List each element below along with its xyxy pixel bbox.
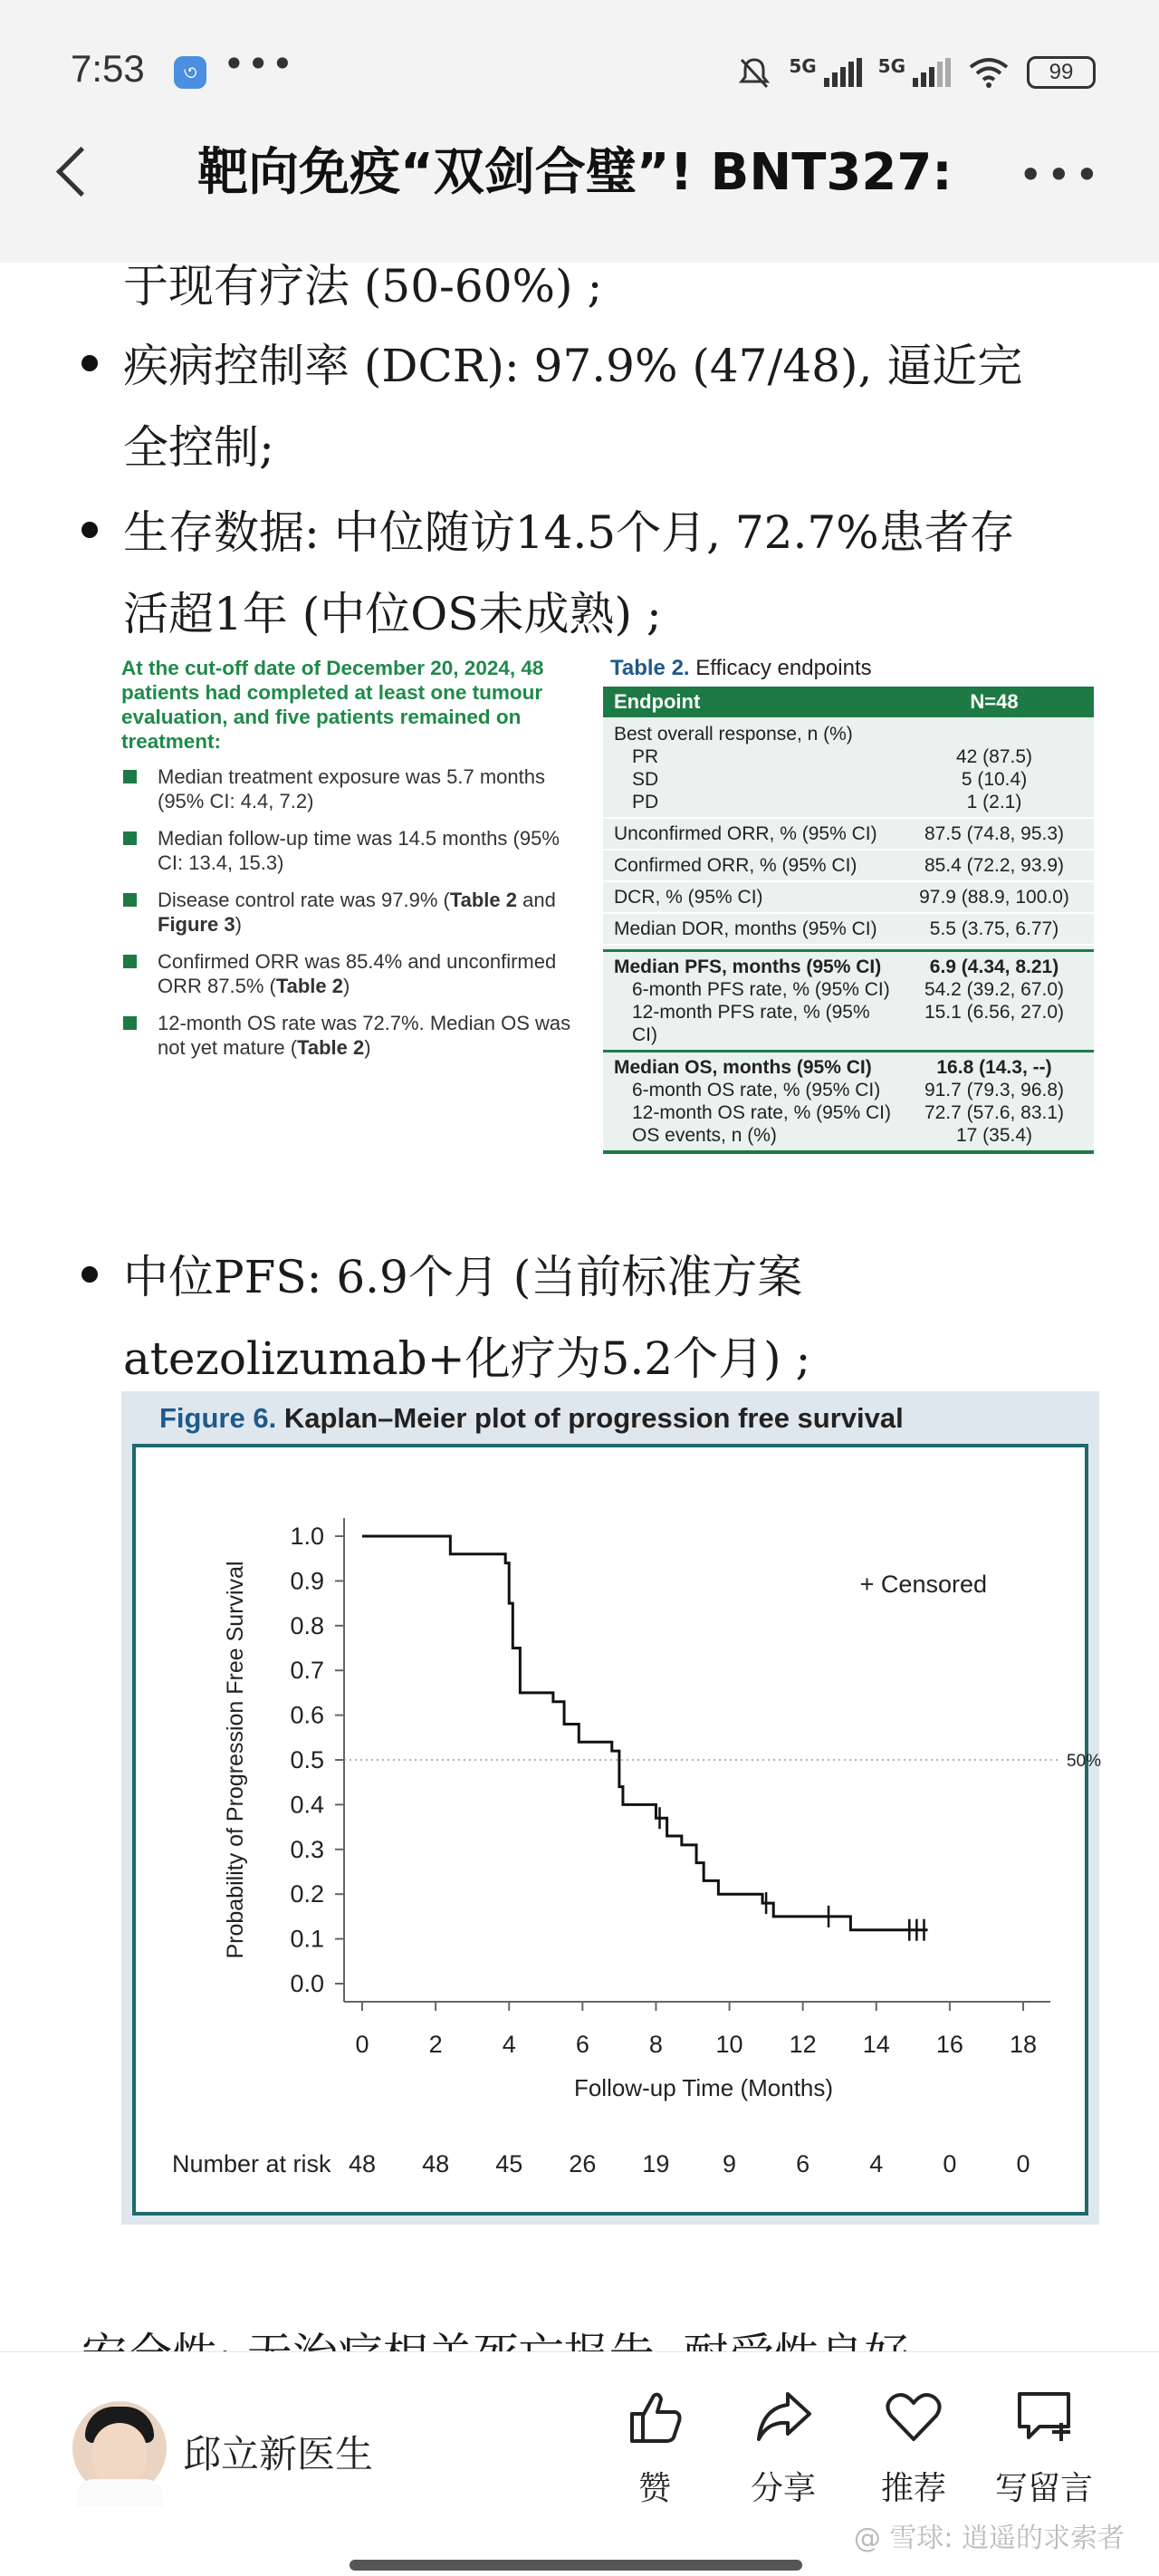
efficacy-image[interactable] — [116, 650, 1094, 1146]
share-button[interactable]: 分享 — [715, 2385, 851, 2509]
network-5g-label: 5G — [789, 55, 817, 77]
x-tick-label: 18 — [1009, 2031, 1038, 2058]
table-row — [603, 791, 1094, 813]
network-5g-label-2: 5G — [877, 55, 905, 77]
risk-label: Number at risk — [172, 2150, 331, 2177]
table-cell-label: 6-month PFS rate, % (95% CI) — [632, 979, 890, 1000]
risk-count: 48 — [348, 2150, 377, 2177]
home-indicator[interactable] — [350, 2560, 802, 2571]
table-row — [603, 723, 1094, 745]
risk-count: 26 — [569, 2150, 597, 2177]
author-name[interactable]: 邱立新医生 — [183, 2432, 374, 2476]
x-tick-label: 16 — [935, 2031, 963, 2058]
article-line: 于现有疗法 (50-60%) ; — [123, 260, 603, 312]
y-tick-label: 0.0 — [290, 1970, 324, 1997]
share-icon — [752, 2385, 815, 2448]
y-tick-label: 0.3 — [290, 1835, 324, 1863]
km-chart — [136, 1447, 1102, 2212]
table-row — [603, 1079, 1094, 1101]
table-divider — [603, 849, 1094, 851]
bullet-dot — [81, 355, 98, 371]
y-tick-label: 0.6 — [290, 1701, 324, 1729]
table-bottom-rule — [603, 1150, 1094, 1154]
risk-count: 4 — [869, 2150, 884, 2177]
watermark: @ 雪球: 逍遥的求索者 — [853, 2523, 1125, 2554]
x-tick-label: 12 — [789, 2031, 817, 2058]
table-row — [603, 1056, 1094, 1079]
signal-icon-2 — [913, 58, 951, 87]
table-cell-label: Median PFS, months (95% CI) — [614, 956, 882, 977]
table-cell-label: 6-month OS rate, % (95% CI) — [632, 1080, 881, 1101]
table-cell-value: 5 (10.4) — [961, 769, 1028, 790]
cutoff-item: Median treatment exposure was 5.7 months (95% CI: 4.4, 7.2) — [121, 764, 574, 813]
table-cell-label: Confirmed ORR, % (95% CI) — [614, 855, 857, 876]
bullet-dot — [81, 1266, 98, 1283]
table-row — [603, 1124, 1094, 1147]
x-axis-label: Follow-up Time (Months) — [573, 2074, 834, 2101]
censored-legend: + Censored — [859, 1571, 987, 1598]
table-cell-label: Median OS, months (95% CI) — [614, 1057, 872, 1078]
table-cell-value: 87.5 (74.8, 95.3) — [924, 823, 1065, 844]
cutoff-item: Disease control rate was 97.9% (Table 2 and Figure 3) — [121, 888, 574, 937]
figure-frame — [132, 1444, 1102, 2216]
cutoff-heading: At the cut-off date of December 20, 2024, 48 patients had completed at least one tumour evaluation, and five patients remained on treatment: — [121, 657, 544, 753]
y-tick-label: 1.0 — [290, 1523, 324, 1550]
article-line: 生存数据: 中位随访14.5个月, 72.7%患者存 — [123, 506, 1015, 559]
table-cell-value: 15.1 (6.56, 27.0) — [924, 1002, 1065, 1023]
table-divider — [603, 880, 1094, 882]
risk-count: 6 — [796, 2150, 810, 2177]
table-row — [603, 978, 1094, 1001]
heart-icon — [882, 2385, 945, 2448]
table-cell-value: 91.7 (79.3, 96.8) — [924, 1080, 1065, 1101]
recommend-button[interactable]: 推荐 — [846, 2385, 982, 2509]
table-cell-label: DCR, % (95% CI) — [614, 887, 763, 908]
y-tick-label: 0.2 — [290, 1880, 324, 1908]
table-cell-label: SD — [632, 769, 659, 790]
table-cell-value: 1 (2.1) — [966, 792, 1022, 812]
table-cell-value — [895, 723, 1094, 745]
y-tick-label: 0.9 — [290, 1567, 324, 1595]
cutoff-item: Confirmed ORR was 85.4% and unconfirmed ORR 87.5% (Table 2) — [121, 949, 574, 998]
mute-icon — [736, 54, 772, 91]
x-tick-label: 0 — [355, 2031, 369, 2058]
more-icon[interactable]: ••• — [1018, 150, 1103, 199]
comment-button[interactable]: 写留言 — [976, 2385, 1112, 2509]
battery-icon: 99 — [1027, 56, 1096, 89]
table-cell-value: 5.5 (3.75, 6.77) — [929, 918, 1059, 939]
bullet-dot — [81, 522, 98, 538]
y-tick-label: 0.4 — [290, 1791, 324, 1819]
article-line: atezolizumab+化疗为5.2个月) ; — [123, 1332, 811, 1385]
article-line: 全控制; — [123, 421, 274, 474]
article-line: 中位PFS: 6.9个月 (当前标准方案 — [123, 1251, 803, 1303]
table-cell-value: 54.2 (39.2, 67.0) — [924, 979, 1065, 1000]
reference-label: 50% — [1067, 1752, 1102, 1771]
x-tick-label: 10 — [715, 2031, 743, 2058]
table-row — [603, 854, 1094, 877]
table-cell-label: Median DOR, months (95% CI) — [614, 918, 877, 939]
table-cell-label: PR — [632, 746, 659, 767]
avatar[interactable] — [72, 2401, 167, 2495]
table-divider — [603, 1050, 1094, 1053]
wifi-icon — [967, 56, 1011, 89]
table-row — [603, 1101, 1094, 1124]
table-cell-value: 72.7 (57.6, 83.1) — [924, 1102, 1065, 1123]
article-line-partial — [81, 2319, 1078, 2351]
page-title: 靶向免疫“双剑合璧”! BNT327: — [197, 143, 953, 202]
like-button[interactable]: 赞 — [587, 2385, 723, 2509]
risk-count: 0 — [943, 2150, 957, 2177]
signal-icon — [824, 58, 862, 87]
y-tick-label: 0.7 — [290, 1657, 324, 1685]
status-time: 7:53 — [71, 47, 145, 90]
risk-count: 48 — [422, 2150, 450, 2177]
table-row — [603, 1001, 1094, 1046]
table-cell-label: Best overall response, n (%) — [614, 724, 853, 745]
table-divider — [603, 949, 1094, 952]
table-cell-value: 97.9 (88.9, 100.0) — [919, 887, 1069, 908]
table-cell-value: 6.9 (4.34, 8.21) — [929, 956, 1059, 977]
app-notification-icon: ৩ — [174, 56, 206, 89]
table-row — [603, 822, 1094, 845]
table-row — [603, 956, 1094, 978]
table-cell-label: 12-month PFS rate, % (95% CI) — [632, 1002, 870, 1045]
thumb-up-icon — [623, 2385, 686, 2448]
square-bullet-icon — [123, 955, 137, 968]
x-tick-label: 2 — [428, 2031, 443, 2058]
km-curve — [362, 1536, 928, 1930]
table-cell-value: 17 (35.4) — [955, 1125, 1033, 1146]
table-row — [603, 886, 1094, 908]
table-cell-label: OS events, n (%) — [632, 1125, 777, 1146]
table-cell-value: 42 (87.5) — [955, 746, 1033, 767]
x-tick-label: 8 — [648, 2031, 663, 2058]
y-tick-label: 0.1 — [290, 1925, 324, 1953]
table-row — [603, 918, 1094, 940]
square-bullet-icon — [123, 770, 137, 783]
table-divider — [603, 944, 1094, 946]
table-body — [603, 717, 1094, 1150]
square-bullet-icon — [123, 893, 137, 907]
table-row — [603, 768, 1094, 791]
nav-bar — [0, 109, 1159, 263]
table-divider — [603, 912, 1094, 914]
table-cell-label: PD — [632, 792, 659, 812]
table-cell-label: 12-month OS rate, % (95% CI) — [632, 1102, 891, 1123]
status-icons — [736, 45, 1096, 100]
comment-icon — [1012, 2385, 1076, 2448]
y-axis-label: Probability of Progression Free Survival — [223, 1561, 248, 1959]
article-line: 活超1年 (中位OS未成熟) ; — [123, 588, 662, 640]
table-row — [603, 745, 1094, 768]
table-cell-label: Unconfirmed ORR, % (95% CI) — [614, 823, 877, 844]
risk-count: 9 — [723, 2150, 737, 2177]
risk-count: 19 — [642, 2150, 670, 2177]
risk-count: 0 — [1016, 2150, 1030, 2177]
notification-overflow-icon: ••• — [223, 42, 296, 86]
efficacy-table — [603, 656, 1094, 1154]
y-tick-label: 0.8 — [290, 1611, 324, 1639]
table-cell-value: 16.8 (14.3, --) — [936, 1057, 1052, 1078]
x-tick-label: 14 — [862, 2031, 890, 2058]
article-line: 疾病控制率 (DCR): 97.9% (47/48), 逼近完 — [123, 340, 1023, 392]
x-tick-label: 4 — [502, 2031, 516, 2058]
square-bullet-icon — [123, 831, 137, 845]
x-tick-label: 6 — [575, 2031, 589, 2058]
table-cell-value: 85.4 (72.2, 93.9) — [924, 855, 1065, 876]
risk-count: 45 — [495, 2150, 523, 2177]
km-figure[interactable] — [121, 1391, 1102, 2225]
table-caption: Table 2. Efficacy endpoints — [610, 656, 872, 680]
square-bullet-icon — [123, 1016, 137, 1030]
back-icon[interactable] — [51, 139, 105, 203]
y-tick-label: 0.5 — [290, 1746, 324, 1773]
figure-title: Figure 6. Kaplan–Meier plot of progression free survival — [159, 1402, 904, 1434]
cutoff-item: 12-month OS rate was 72.7%. Median OS was not yet mature (Table 2) — [121, 1011, 574, 1060]
bottom-action-bar — [0, 2351, 1159, 2576]
cutoff-item: Median follow-up time was 14.5 months (95% CI: 13.4, 15.3) — [121, 826, 574, 875]
table-divider — [603, 817, 1094, 819]
table-header: Endpoint N=48 — [603, 687, 1094, 717]
